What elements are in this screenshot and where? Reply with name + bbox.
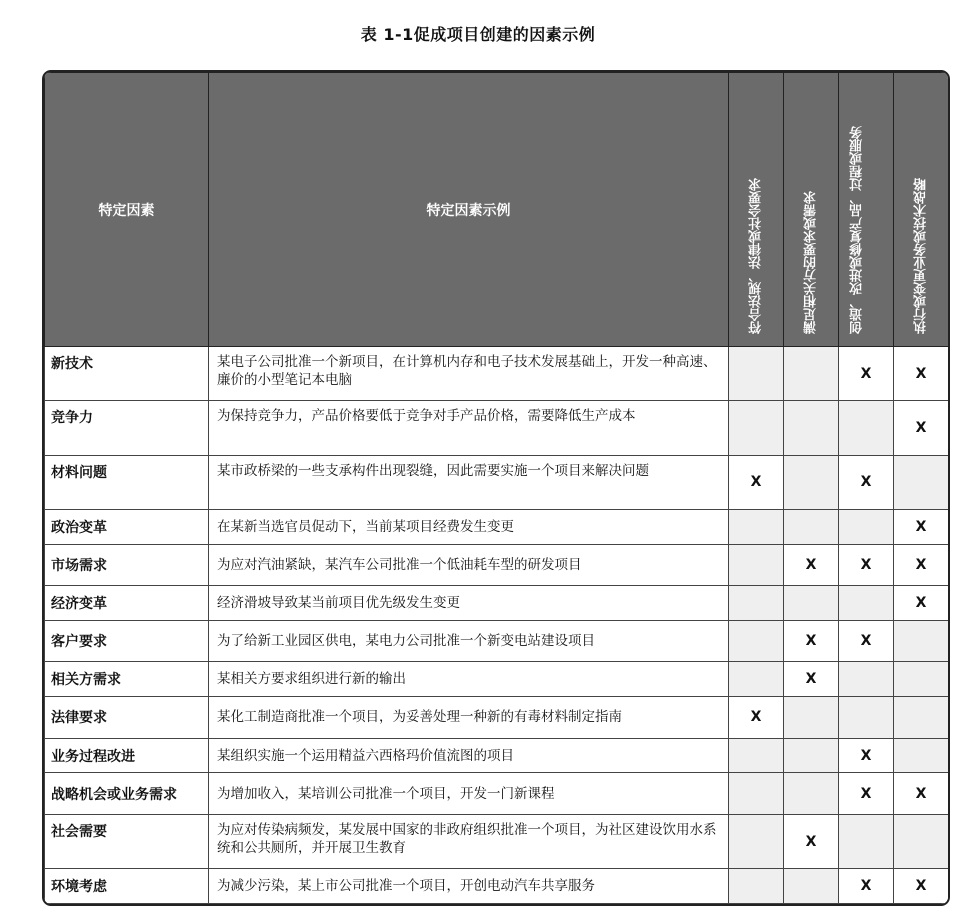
mark-cell: X [784, 620, 839, 662]
header-example: 特定因素示例 [209, 73, 729, 347]
mark-cell [729, 347, 784, 401]
mark-cell [894, 697, 949, 739]
mark-cell [784, 401, 839, 455]
header-col3-label: 创造、改进或修复产品、过程或服务 [850, 126, 865, 334]
mark-cell [729, 509, 784, 544]
factor-cell: 材料问题 [45, 455, 209, 509]
factor-cell: 业务过程改进 [45, 738, 209, 773]
mark-cell [839, 697, 894, 739]
header-col2-label: 满足相关方的要求或需求 [803, 191, 819, 334]
mark-cell: X [784, 814, 839, 868]
mark-cell: X [784, 662, 839, 697]
factor-cell: 环境考虑 [45, 869, 209, 904]
header-col4 [894, 73, 949, 347]
mark-cell: X [839, 773, 894, 815]
mark-cell: X [894, 544, 949, 586]
header-col3 [839, 73, 894, 347]
mark-cell [729, 586, 784, 621]
mark-cell [839, 586, 894, 621]
example-cell: 某化工制造商批准一个项目，为妥善处理一种新的有毒材料制定指南 [209, 697, 729, 739]
factor-cell: 社会需要 [45, 814, 209, 868]
table-row [45, 509, 949, 544]
mark-cell: X [894, 773, 949, 815]
mark-cell [784, 869, 839, 904]
table-row [45, 401, 949, 455]
example-cell: 为应对汽油紧缺，某汽车公司批准一个低油耗车型的研发项目 [209, 544, 729, 586]
mark-cell: X [729, 455, 784, 509]
mark-cell: X [839, 620, 894, 662]
header-row [45, 73, 949, 347]
factors-table [42, 70, 950, 906]
table-row [45, 814, 949, 868]
mark-cell: X [894, 347, 949, 401]
mark-cell [839, 509, 894, 544]
factor-cell: 新技术 [45, 347, 209, 401]
mark-cell [894, 620, 949, 662]
factor-cell: 相关方需求 [45, 662, 209, 697]
mark-cell [839, 401, 894, 455]
table-row [45, 620, 949, 662]
table-row [45, 738, 949, 773]
mark-cell [729, 620, 784, 662]
table-row [45, 773, 949, 815]
table-row [45, 697, 949, 739]
mark-cell [784, 455, 839, 509]
mark-cell [784, 738, 839, 773]
mark-cell: X [839, 544, 894, 586]
table-row [45, 455, 949, 509]
example-cell: 在某新当选官员促动下，当前某项目经费发生变更 [209, 509, 729, 544]
mark-cell [784, 773, 839, 815]
factor-cell: 经济变革 [45, 586, 209, 621]
mark-cell [894, 662, 949, 697]
mark-cell: X [839, 869, 894, 904]
example-cell: 为减少污染，某上市公司批准一个项目，开创电动汽车共享服务 [209, 869, 729, 904]
example-cell: 经济滑坡导致某当前项目优先级发生变更 [209, 586, 729, 621]
mark-cell [784, 347, 839, 401]
example-cell: 某相关方要求组织进行新的输出 [209, 662, 729, 697]
example-cell: 某电子公司批准一个新项目，在计算机内存和电子技术发展基础上，开发一种高速、廉价的小型笔记本电脑 [209, 347, 729, 401]
mark-cell: X [839, 738, 894, 773]
mark-cell [784, 509, 839, 544]
header-col1-label: 符合法规、法律或社会要求 [748, 178, 764, 334]
factor-cell: 政治变革 [45, 509, 209, 544]
example-cell: 为增加收入，某培训公司批准一个项目，开发一门新课程 [209, 773, 729, 815]
mark-cell: X [894, 869, 949, 904]
mark-cell [729, 814, 784, 868]
mark-cell [729, 773, 784, 815]
example-cell: 为保持竞争力，产品价格要低于竞争对手产品价格，需要降低生产成本 [209, 401, 729, 455]
example-cell: 某组织实施一个运用精益六西格玛价值流图的项目 [209, 738, 729, 773]
example-cell: 某市政桥梁的一些支承构件出现裂缝，因此需要实施一个项目来解决问题 [209, 455, 729, 509]
header-col4-label: 执行或变更业务或技术战略 [913, 178, 929, 334]
factor-cell: 客户要求 [45, 620, 209, 662]
table-row [45, 586, 949, 621]
example-cell: 为应对传染病频发，某发展中国家的非政府组织批准一个项目，为社区建设饮用水系统和公共厕所，并开展卫生教育 [209, 814, 729, 868]
header-col1 [729, 73, 784, 347]
mark-cell: X [894, 509, 949, 544]
mark-cell [894, 814, 949, 868]
mark-cell: X [729, 697, 784, 739]
mark-cell: X [894, 401, 949, 455]
mark-cell [729, 869, 784, 904]
table-row [45, 869, 949, 904]
mark-cell [839, 662, 894, 697]
mark-cell [729, 401, 784, 455]
factor-cell: 竞争力 [45, 401, 209, 455]
table-row [45, 662, 949, 697]
mark-cell: X [839, 455, 894, 509]
mark-cell [839, 814, 894, 868]
mark-cell: X [784, 544, 839, 586]
mark-cell [729, 738, 784, 773]
mark-cell [894, 738, 949, 773]
factor-cell: 战略机会或业务需求 [45, 773, 209, 815]
header-factor: 特定因素 [45, 73, 209, 347]
mark-cell [729, 544, 784, 586]
example-cell: 为了给新工业园区供电，某电力公司批准一个新变电站建设项目 [209, 620, 729, 662]
factor-cell: 市场需求 [45, 544, 209, 586]
mark-cell [784, 586, 839, 621]
mark-cell [894, 455, 949, 509]
table-row [45, 347, 949, 401]
factor-cell: 法律要求 [45, 697, 209, 739]
header-col2 [784, 73, 839, 347]
mark-cell: X [839, 347, 894, 401]
mark-cell: X [894, 586, 949, 621]
mark-cell [784, 697, 839, 739]
mark-cell [729, 662, 784, 697]
table-row [45, 544, 949, 586]
table-title: 表 1-1促成项目创建的因素示例 [360, 25, 596, 44]
